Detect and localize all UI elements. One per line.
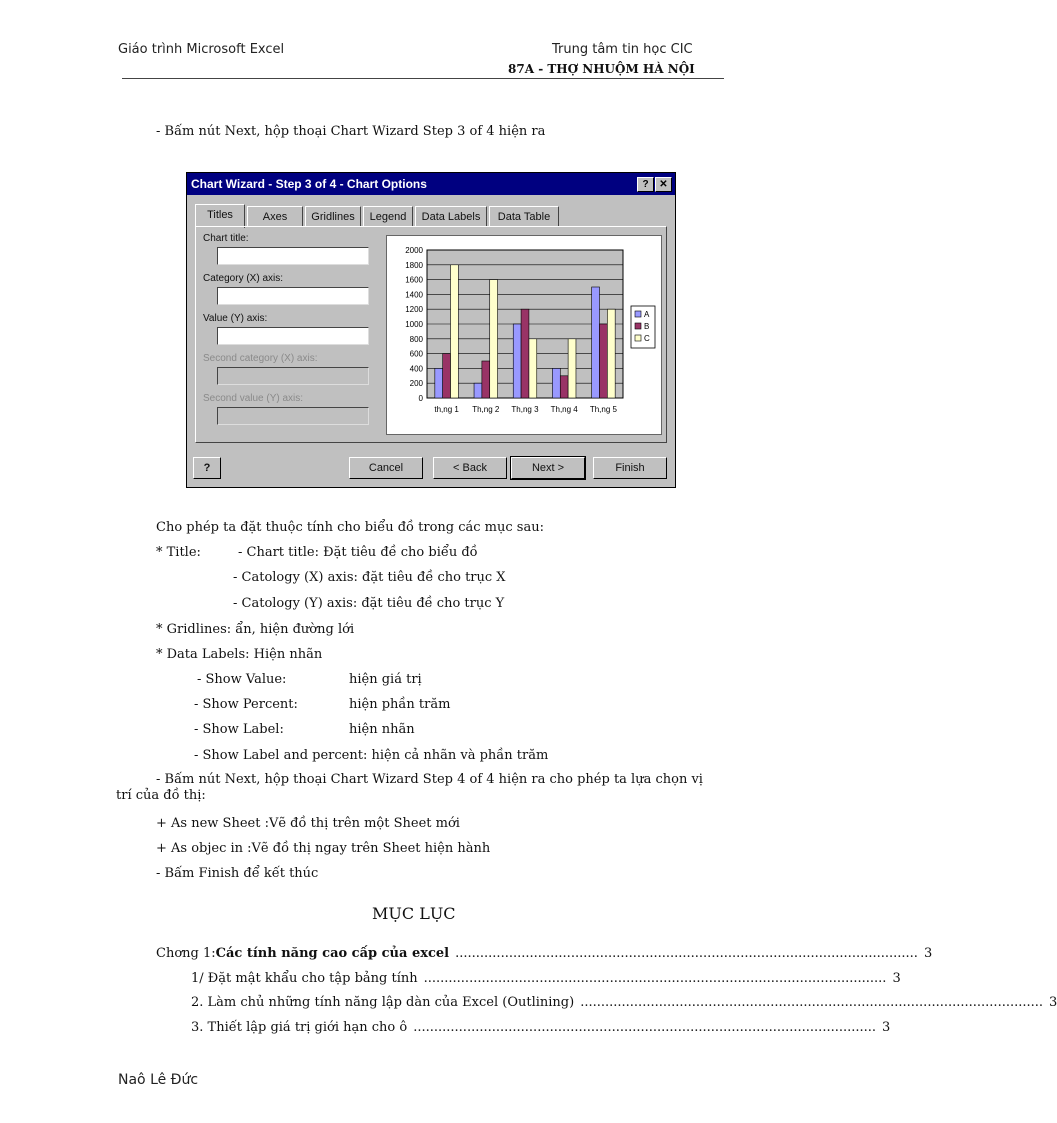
bar	[482, 361, 490, 398]
chart-svg	[387, 236, 661, 434]
x-tick-label: Th,ng 3	[511, 405, 539, 414]
intro-text: - Bấm nút Next, hộp thoại Chart Wizard Step 3 of 4 hiện ra	[156, 124, 546, 139]
toc-item[interactable]	[191, 1020, 891, 1035]
title-item-3: - Catology (Y) axis: đặt tiêu đề cho trục Y	[233, 596, 505, 611]
tab-gridlines[interactable]: Gridlines	[305, 206, 361, 226]
chart-title-input[interactable]	[217, 247, 369, 265]
bar	[474, 383, 482, 398]
y-tick-label: 1400	[405, 290, 423, 300]
x-tick-label: th,ng 1	[434, 405, 459, 414]
toc-item-label: 3. Thiết lập giá trị giới hạn cho ô	[191, 1020, 408, 1035]
legend-box	[631, 306, 655, 348]
toc-item-page: 3	[882, 1020, 891, 1035]
toc-item[interactable]	[191, 995, 1057, 1010]
bar	[529, 339, 537, 398]
y-tick-label: 200	[409, 379, 423, 389]
header-rule	[122, 78, 724, 79]
y-tick-label: 1200	[405, 305, 423, 315]
header-left: Giáo trình Microsoft Excel	[118, 42, 285, 57]
close-icon[interactable]: ✕	[655, 177, 672, 192]
second-category-label: Second category (X) axis:	[203, 353, 318, 364]
x-tick-label: Th,ng 2	[472, 405, 500, 414]
chart-preview	[386, 235, 662, 435]
next-button[interactable]: Next >	[511, 457, 585, 479]
legend-label: A	[644, 310, 650, 319]
y-tick-label: 1800	[405, 260, 423, 270]
second-value-input	[217, 407, 369, 425]
bar	[560, 376, 568, 398]
dialog-titlebar	[187, 173, 675, 195]
bar	[607, 309, 615, 398]
toc-leader: ................................................................................................................	[423, 971, 887, 986]
toc-item-page: 3	[892, 971, 901, 986]
bar	[490, 280, 498, 398]
bar	[599, 324, 607, 398]
legend-swatch	[635, 311, 641, 317]
help-button[interactable]	[193, 457, 221, 479]
legend-swatch	[635, 323, 641, 329]
bar	[552, 368, 560, 398]
tab-data-table[interactable]: Data Table	[489, 206, 559, 226]
toc-leader: ................................................................................................................	[413, 1020, 877, 1035]
chart-wizard-dialog	[186, 172, 676, 488]
tab-axes[interactable]: Axes	[247, 206, 303, 226]
header-right: Trung tâm tin học CIC	[552, 42, 693, 57]
bar	[521, 309, 529, 398]
toc-chapter[interactable]	[156, 946, 933, 961]
bar	[513, 324, 521, 398]
toc-item[interactable]	[191, 971, 901, 986]
tab-titles[interactable]: Titles	[195, 204, 245, 228]
y-tick-label: 1600	[405, 275, 423, 285]
category-x-input[interactable]	[217, 287, 369, 305]
x-tick-label: Th,ng 4	[550, 405, 578, 414]
step4-line2: trí của đồ thị:	[116, 788, 206, 803]
toc-chapter-page: 3	[923, 946, 933, 961]
back-button[interactable]: < Back	[433, 457, 507, 479]
title-label: * Title:	[156, 545, 201, 560]
toc-item-label: 2. Làm chủ những tính năng lập dàn của Excel (Outlining)	[191, 995, 575, 1010]
body-intro: Cho phép ta đặt thuộc tính cho biểu đồ trong các mục sau:	[156, 520, 544, 535]
value-y-label: Value (Y) axis:	[203, 313, 268, 324]
data-labels-text: * Data Labels: Hiện nhãn	[156, 647, 323, 662]
header-address: 87A - THỢ NHUỘM HÀ NỘI	[508, 62, 695, 76]
toc-leader: ................................................................................................................	[580, 995, 1044, 1010]
bar	[592, 287, 600, 398]
legend-swatch	[635, 335, 641, 341]
bar	[443, 354, 451, 398]
help-button-icon: ?	[203, 462, 211, 474]
show-percent-desc: hiện phần trăm	[349, 697, 451, 712]
y-tick-label: 600	[409, 349, 423, 359]
help-icon[interactable]: ?	[637, 177, 654, 192]
bar	[435, 368, 443, 398]
toc-chapter-title: Các tính năng cao cấp của excel	[215, 946, 450, 961]
step4-line1: - Bấm nút Next, hộp thoại Chart Wizard Step 4 of 4 hiện ra cho phép ta lựa chọn vị	[156, 772, 703, 787]
legend-label: B	[644, 322, 650, 331]
tab-data-labels[interactable]: Data Labels	[415, 206, 487, 226]
toc-item-label: 1/ Đặt mật khẩu cho tập bảng tính	[191, 971, 418, 986]
y-tick-label: 400	[409, 364, 423, 374]
show-label-key: - Show Label:	[194, 722, 284, 737]
show-label-percent: - Show Label and percent: hiện cả nhãn và phần trăm	[194, 748, 549, 763]
show-label-desc: hiện nhãn	[349, 722, 415, 737]
object-in-text: + As objec in :Vẽ đồ thị ngay trên Sheet hiện hành	[156, 841, 491, 856]
y-tick-label: 0	[418, 394, 423, 403]
x-tick-label: Th,ng 5	[589, 405, 617, 414]
toc-heading: MỤC LỤC	[372, 904, 456, 923]
second-value-label: Second value (Y) axis:	[203, 393, 304, 404]
y-tick-label: 2000	[405, 246, 423, 255]
tab-legend[interactable]: Legend	[363, 206, 413, 226]
toc-chapter-prefix: Chơng 1:	[156, 946, 216, 961]
value-y-input[interactable]	[217, 327, 369, 345]
category-x-label: Category (X) axis:	[203, 273, 284, 284]
show-value-key: - Show Value:	[197, 672, 287, 687]
cancel-button[interactable]: Cancel	[349, 457, 423, 479]
legend-label: C	[644, 334, 650, 343]
show-percent-key: - Show Percent:	[194, 697, 298, 712]
gridlines-text: * Gridlines: ẩn, hiện đường lới	[156, 622, 355, 637]
title-item-1: - Chart title: Đặt tiêu đề cho biểu đồ	[238, 545, 478, 560]
finish-text: - Bấm Finish để kết thúc	[156, 866, 319, 881]
toc-leader: ................................................................................................................	[455, 946, 918, 961]
title-item-2: - Catology (X) axis: đặt tiêu đề cho trục X	[233, 570, 506, 585]
bar	[451, 265, 459, 398]
dialog-title: Chart Wizard - Step 3 of 4 - Chart Options	[191, 177, 427, 191]
bar	[568, 339, 576, 398]
footer-author: Naô Lê Đức	[118, 1072, 199, 1088]
finish-button[interactable]: Finish	[593, 457, 667, 479]
toc-item-page: 3	[1049, 995, 1057, 1010]
y-tick-label: 800	[409, 334, 423, 344]
second-category-input	[217, 367, 369, 385]
new-sheet-text: + As new Sheet :Vẽ đồ thị trên một Sheet mới	[156, 816, 460, 831]
y-tick-label: 1000	[405, 320, 423, 329]
show-value-desc: hiện giá trị	[349, 672, 422, 687]
chart-title-label: Chart title:	[203, 233, 249, 244]
